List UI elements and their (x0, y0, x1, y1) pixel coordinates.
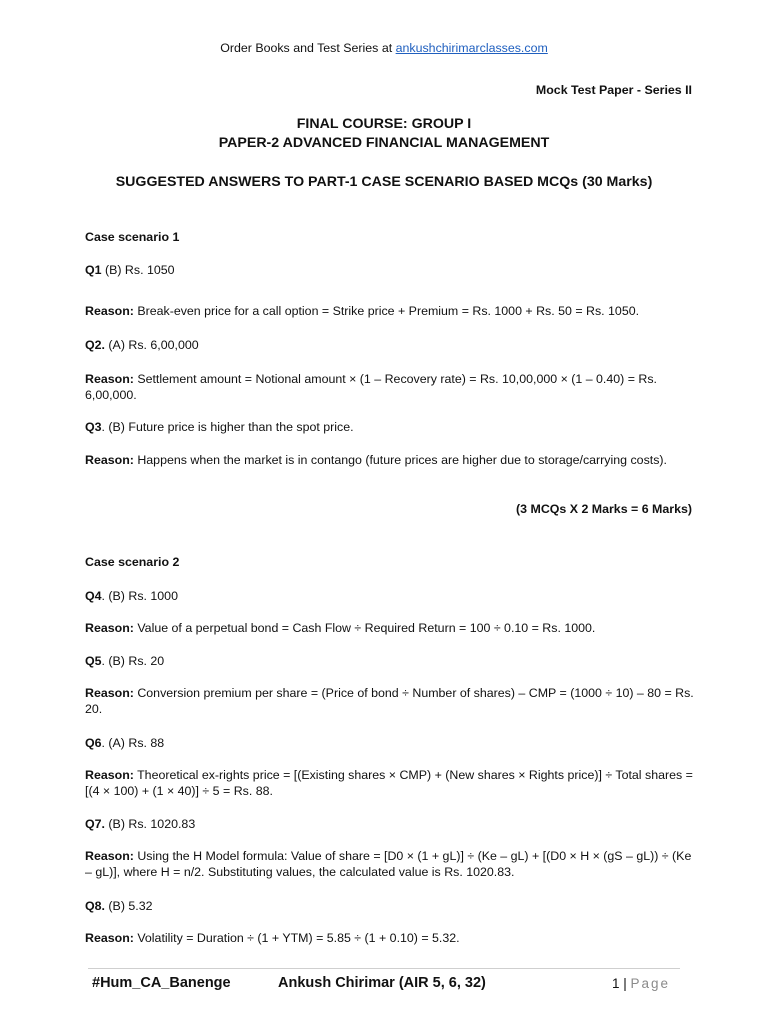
q1-answer (85, 262, 695, 278)
q8-answer-text: (B) 5.32 (104, 899, 153, 913)
q6-reason (85, 767, 695, 799)
q3-label: Q3 (85, 420, 102, 434)
q3-reason (85, 452, 695, 468)
q8-answer (85, 898, 695, 914)
reason-label: Reason: (85, 686, 134, 700)
q4-reason (85, 620, 695, 636)
q4-answer (85, 588, 695, 604)
q6-reason-text: Theoretical ex-rights price = [(Existing shares × CMP) + (New shares × Rights price)] ÷ Total shares = [(4 × 100) + (1 × 40)] ÷ 5 = Rs. 88. (85, 768, 693, 798)
series-label: Mock Test Paper - Series II (535, 83, 692, 97)
q5-answer (85, 653, 695, 669)
q4-label: Q4 (85, 589, 102, 603)
footer-hashtag: #Hum_CA_Banenge (92, 975, 231, 991)
q4-answer-text: . (B) Rs. 1000 (101, 589, 178, 603)
q7-answer-text: (B) Rs. 1020.83 (104, 817, 196, 831)
q2-label: Q2. (85, 338, 105, 352)
q6-answer (85, 735, 695, 751)
q6-label: Q6 (85, 736, 102, 750)
reason-label: Reason: (85, 304, 134, 318)
reason-label: Reason: (85, 768, 134, 782)
q7-label: Q7. (85, 817, 105, 831)
section-title: SUGGESTED ANSWERS TO PART-1 CASE SCENARIO BASED MCQs (30 Marks) (115, 174, 653, 190)
q7-reason (85, 848, 695, 880)
q2-answer (85, 337, 695, 353)
q1-reason-text: Break-even price for a call option = Strike price + Premium = Rs. 1000 + Rs. 50 = Rs. 1050. (133, 304, 640, 318)
page-separator: | (619, 976, 631, 991)
reason-label: Reason: (85, 453, 134, 467)
q1-reason (85, 303, 695, 319)
q3-answer-text: . (B) Future price is higher than the spot price. (101, 420, 354, 434)
course-title: FINAL COURSE: GROUP I (296, 116, 472, 132)
reason-label: Reason: (85, 621, 134, 635)
q7-answer (85, 816, 695, 832)
q4-reason-text: Value of a perpetual bond = Cash Flow ÷ Required Return = 100 ÷ 0.10 = Rs. 1000. (133, 621, 596, 635)
case1-heading: Case scenario 1 (85, 230, 180, 244)
header-order-line (0, 40, 768, 56)
q2-reason (85, 371, 695, 403)
q5-reason (85, 685, 695, 717)
q8-reason (85, 930, 695, 946)
q1-answer-text: (B) Rs. 1050 (101, 263, 175, 277)
reason-label: Reason: (85, 931, 134, 945)
q1-label: Q1 (85, 263, 102, 277)
case1-marks: (3 MCQs X 2 Marks = 6 Marks) (516, 502, 692, 516)
q5-answer-text: . (B) Rs. 20 (101, 654, 165, 668)
reason-label: Reason: (85, 849, 134, 863)
page-indicator (612, 976, 670, 992)
footer-divider (88, 968, 680, 969)
order-text: Order Books and Test Series at (220, 41, 396, 55)
q3-answer (85, 419, 695, 435)
q8-label: Q8. (85, 899, 105, 913)
case2-heading: Case scenario 2 (85, 555, 180, 569)
q5-reason-text: Conversion premium per share = (Price of bond ÷ Number of shares) – CMP = (1000 ÷ 10) – 80 = Rs. 20. (85, 686, 694, 716)
reason-label: Reason: (85, 372, 134, 386)
q3-reason-text: Happens when the market is in contango (future prices are higher due to storage/carrying costs). (133, 453, 667, 467)
page-word: Page (630, 976, 671, 991)
q2-reason-text: Settlement amount = Notional amount × (1 – Recovery rate) = Rs. 10,00,000 × (1 – 0.40) = Rs. 6,00,000. (85, 372, 657, 402)
q6-answer-text: . (A) Rs. 88 (101, 736, 165, 750)
q7-reason-text: Using the H Model formula: Value of share = [D0 × (1 + gL)] ÷ (Ke – gL) + [(D0 × H × (gS – gL)) ÷ (Ke – gL)], where H = n/2. Substituting values, the calculated value is Rs. 1020.83. (85, 849, 692, 879)
footer-author: Ankush Chirimar (AIR 5, 6, 32) (278, 975, 486, 991)
q8-reason-text: Volatility = Duration ÷ (1 + YTM) = 5.85 ÷ (1 + 0.10) = 5.32. (133, 931, 460, 945)
paper-title: PAPER-2 ADVANCED FINANCIAL MANAGEMENT (218, 135, 550, 151)
website-link[interactable]: ankushchirimarclasses.com (395, 41, 548, 55)
q2-answer-text: (A) Rs. 6,00,000 (104, 338, 199, 352)
page-number: 1 (612, 976, 620, 991)
q5-label: Q5 (85, 654, 102, 668)
